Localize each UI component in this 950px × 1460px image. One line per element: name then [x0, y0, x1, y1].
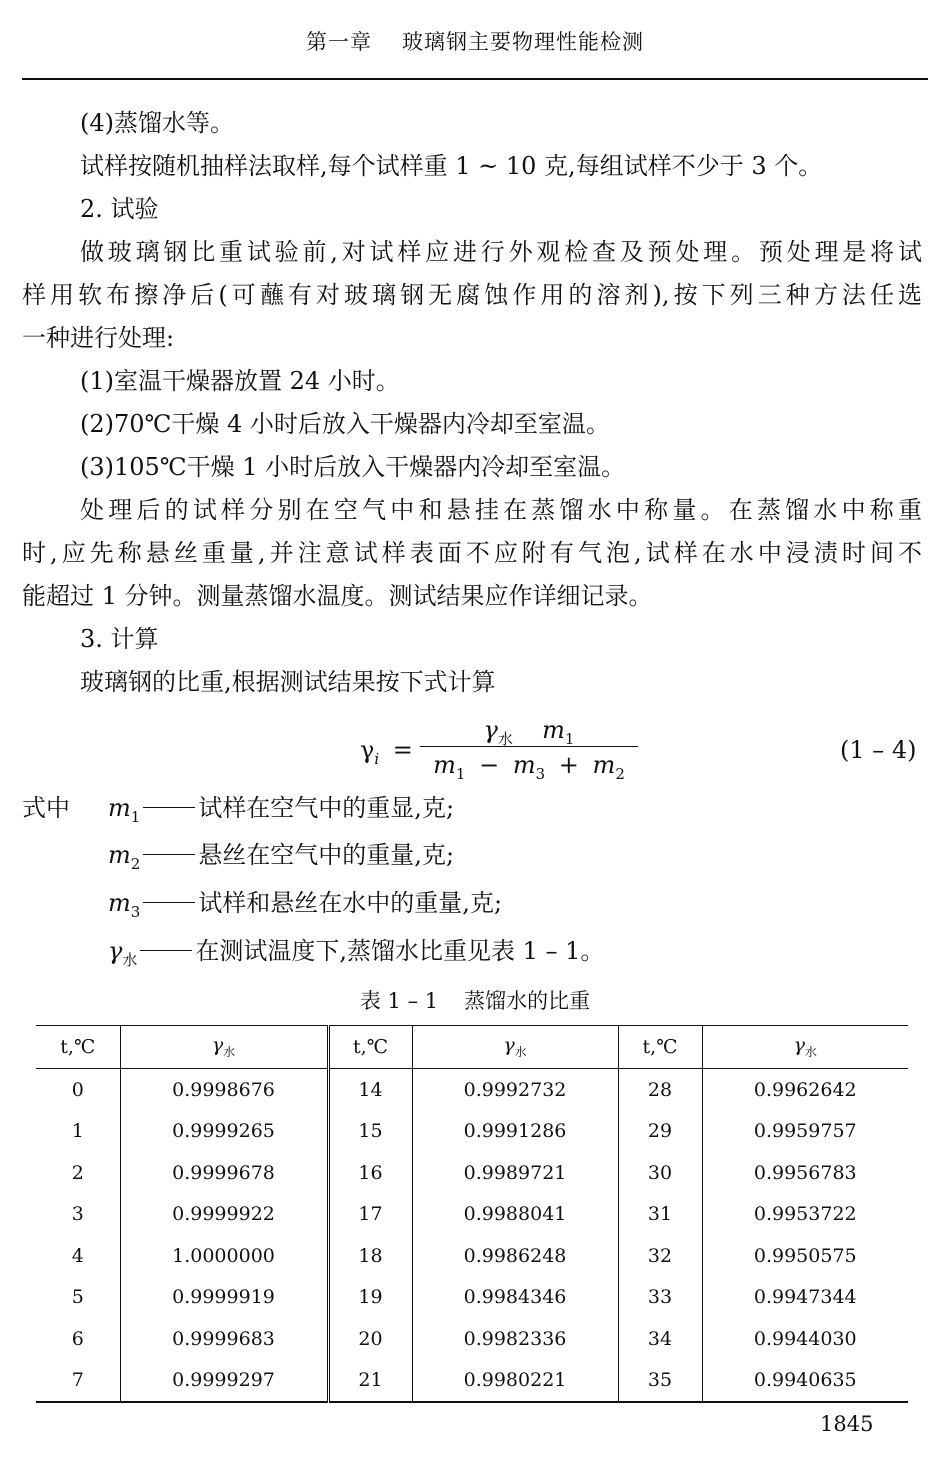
running-header [0, 26, 950, 56]
table-row [36, 1194, 908, 1236]
density-cell: 0.9947344 [702, 1277, 908, 1319]
formula-lhs: $\gamma_i$ = [360, 736, 413, 768]
paragraph-line: (4)蒸馏水等。 [80, 109, 234, 137]
density-cell: 0.9944030 [702, 1318, 908, 1360]
temperature-cell: 28 [618, 1069, 702, 1111]
temperature-cell: 21 [328, 1360, 412, 1403]
paragraph-line: 一种进行处理: [22, 324, 175, 352]
definition-item: $m_2$ 悬丝在空气中的重量,克; [108, 841, 455, 873]
temperature-cell: 30 [618, 1152, 702, 1194]
definition-item: $m_1$ 试样在空气中的重显,克; [108, 794, 455, 826]
density-cell: 0.9999297 [120, 1360, 328, 1403]
section-heading: 3. 计算 [80, 625, 159, 653]
temperature-cell: 5 [71, 1286, 84, 1309]
col-header-gamma: $\gamma_水$ [702, 1026, 908, 1069]
density-cell: 0.9998676 [120, 1069, 328, 1111]
paragraph-line: 试样按随机抽样法取样,每个试样重 1 ~ 10 克,每组试样不少于 3 个。 [80, 152, 823, 180]
paragraph-line: 做玻璃钢比重试验前,对试样应进行外观检查及预处理。预处理是将试 [80, 238, 922, 266]
density-cell: 0.9999265 [120, 1111, 328, 1153]
table-row [36, 1360, 908, 1403]
temperature-cell: 34 [618, 1318, 702, 1360]
temperature-cell: 6 [71, 1327, 84, 1350]
density-cell: 0.9950575 [702, 1235, 908, 1277]
paragraph-line: 玻璃钢的比重,根据测试结果按下式计算 [80, 668, 496, 696]
density-cell: 0.9980221 [412, 1360, 618, 1403]
density-cell: 0.9959757 [702, 1111, 908, 1153]
table-row [36, 1318, 908, 1360]
density-cell: 0.9962642 [702, 1069, 908, 1111]
table-row [36, 1277, 908, 1319]
density-cell: 0.9984346 [412, 1277, 618, 1319]
density-cell: 0.9953722 [702, 1194, 908, 1236]
table-row [36, 1111, 908, 1153]
temperature-cell: 32 [618, 1235, 702, 1277]
paragraph-line: 能超过 1 分钟。测量蒸馏水温度。测试结果应作详细记录。 [22, 582, 653, 610]
paragraph-line: (1)室温干燥器放置 24 小时。 [80, 367, 400, 395]
header-rule [22, 78, 928, 80]
temperature-cell: 4 [71, 1244, 84, 1267]
chapter-title: 玻璃钢主要物理性能检测 [402, 30, 644, 54]
temperature-cell: 20 [328, 1318, 412, 1360]
density-cell: 0.9992732 [412, 1069, 618, 1111]
col-header-temp: t,℃ [36, 1026, 120, 1069]
equation-number: (1 – 4) [840, 736, 917, 764]
paragraph-line: (2)70℃干燥 4 小时后放入干燥器内冷却至室温。 [80, 410, 610, 438]
col-header-temp: t,℃ [618, 1026, 702, 1069]
section-heading: 2. 试验 [80, 195, 159, 223]
density-cell: 0.9999922 [120, 1194, 328, 1236]
formula-fraction [420, 716, 638, 783]
col-header-gamma: $\gamma_水$ [412, 1026, 618, 1069]
density-cell: 0.9988041 [412, 1194, 618, 1236]
density-cell: 0.9999919 [120, 1277, 328, 1319]
temperature-cell: 19 [328, 1277, 412, 1319]
temperature-cell: 31 [618, 1194, 702, 1236]
chapter-label: 第一章 [306, 30, 372, 54]
temperature-cell: 35 [618, 1360, 702, 1403]
table-row [36, 1235, 908, 1277]
density-cell: 0.9956783 [702, 1152, 908, 1194]
temperature-cell: 2 [71, 1161, 84, 1184]
density-cell: 0.9940635 [702, 1360, 908, 1403]
paragraph-line: (3)105℃干燥 1 小时后放入干燥器内冷却至室温。 [80, 453, 626, 481]
table-header-row [36, 1026, 908, 1069]
density-cell: 0.9999683 [120, 1318, 328, 1360]
paragraph-line: 时,应先称悬丝重量,并注意试样表面不应附有气泡,试样在水中浸渍时间不 [22, 539, 922, 567]
temperature-cell: 0 [71, 1078, 84, 1101]
temperature-cell: 15 [328, 1111, 412, 1153]
temperature-cell: 14 [328, 1069, 412, 1111]
temperature-cell: 17 [328, 1194, 412, 1236]
temperature-cell: 7 [36, 1360, 120, 1403]
table-caption: 表 1 – 1 蒸馏水的比重 [359, 989, 591, 1013]
formula-denominator: $m_1 - m_3 + m_2$ [433, 751, 625, 783]
col-header-gamma: $\gamma_水$ [120, 1026, 328, 1069]
table-row [36, 1152, 908, 1194]
temperature-cell: 1 [71, 1120, 84, 1143]
definition-item: $\gamma_水$ 在测试温度下,蒸馏水比重见表 1 – 1。 [108, 937, 605, 969]
where-label: 式中 [22, 794, 70, 822]
paragraph-line: 样用软布擦净后(可蘸有对玻璃钢无腐蚀作用的溶剂),按下列三种方法任选 [22, 281, 922, 309]
table-row [36, 1069, 908, 1111]
page-number: 1845 [820, 1412, 874, 1436]
density-cell: 0.9982336 [412, 1318, 618, 1360]
paragraph-line: 处理后的试样分别在空气中和悬挂在蒸馏水中称量。在蒸馏水中称重 [80, 496, 922, 524]
temperature-cell: 16 [328, 1152, 412, 1194]
water-density-table [36, 1025, 908, 1403]
density-cell: 1.0000000 [120, 1235, 328, 1277]
density-cell: 0.9989721 [412, 1152, 618, 1194]
formula-numerator: $\gamma_水$ $m_1$ [483, 716, 575, 748]
temperature-cell: 3 [71, 1203, 84, 1226]
definition-item: $m_3$ 试样和悬丝在水中的重量,克; [108, 889, 503, 921]
temperature-cell: 33 [618, 1277, 702, 1319]
temperature-cell: 29 [618, 1111, 702, 1153]
col-header-temp: t,℃ [328, 1026, 412, 1069]
density-cell: 0.9999678 [120, 1152, 328, 1194]
temperature-cell: 18 [328, 1235, 412, 1277]
density-cell: 0.9986248 [412, 1235, 618, 1277]
density-cell: 0.9991286 [412, 1111, 618, 1153]
